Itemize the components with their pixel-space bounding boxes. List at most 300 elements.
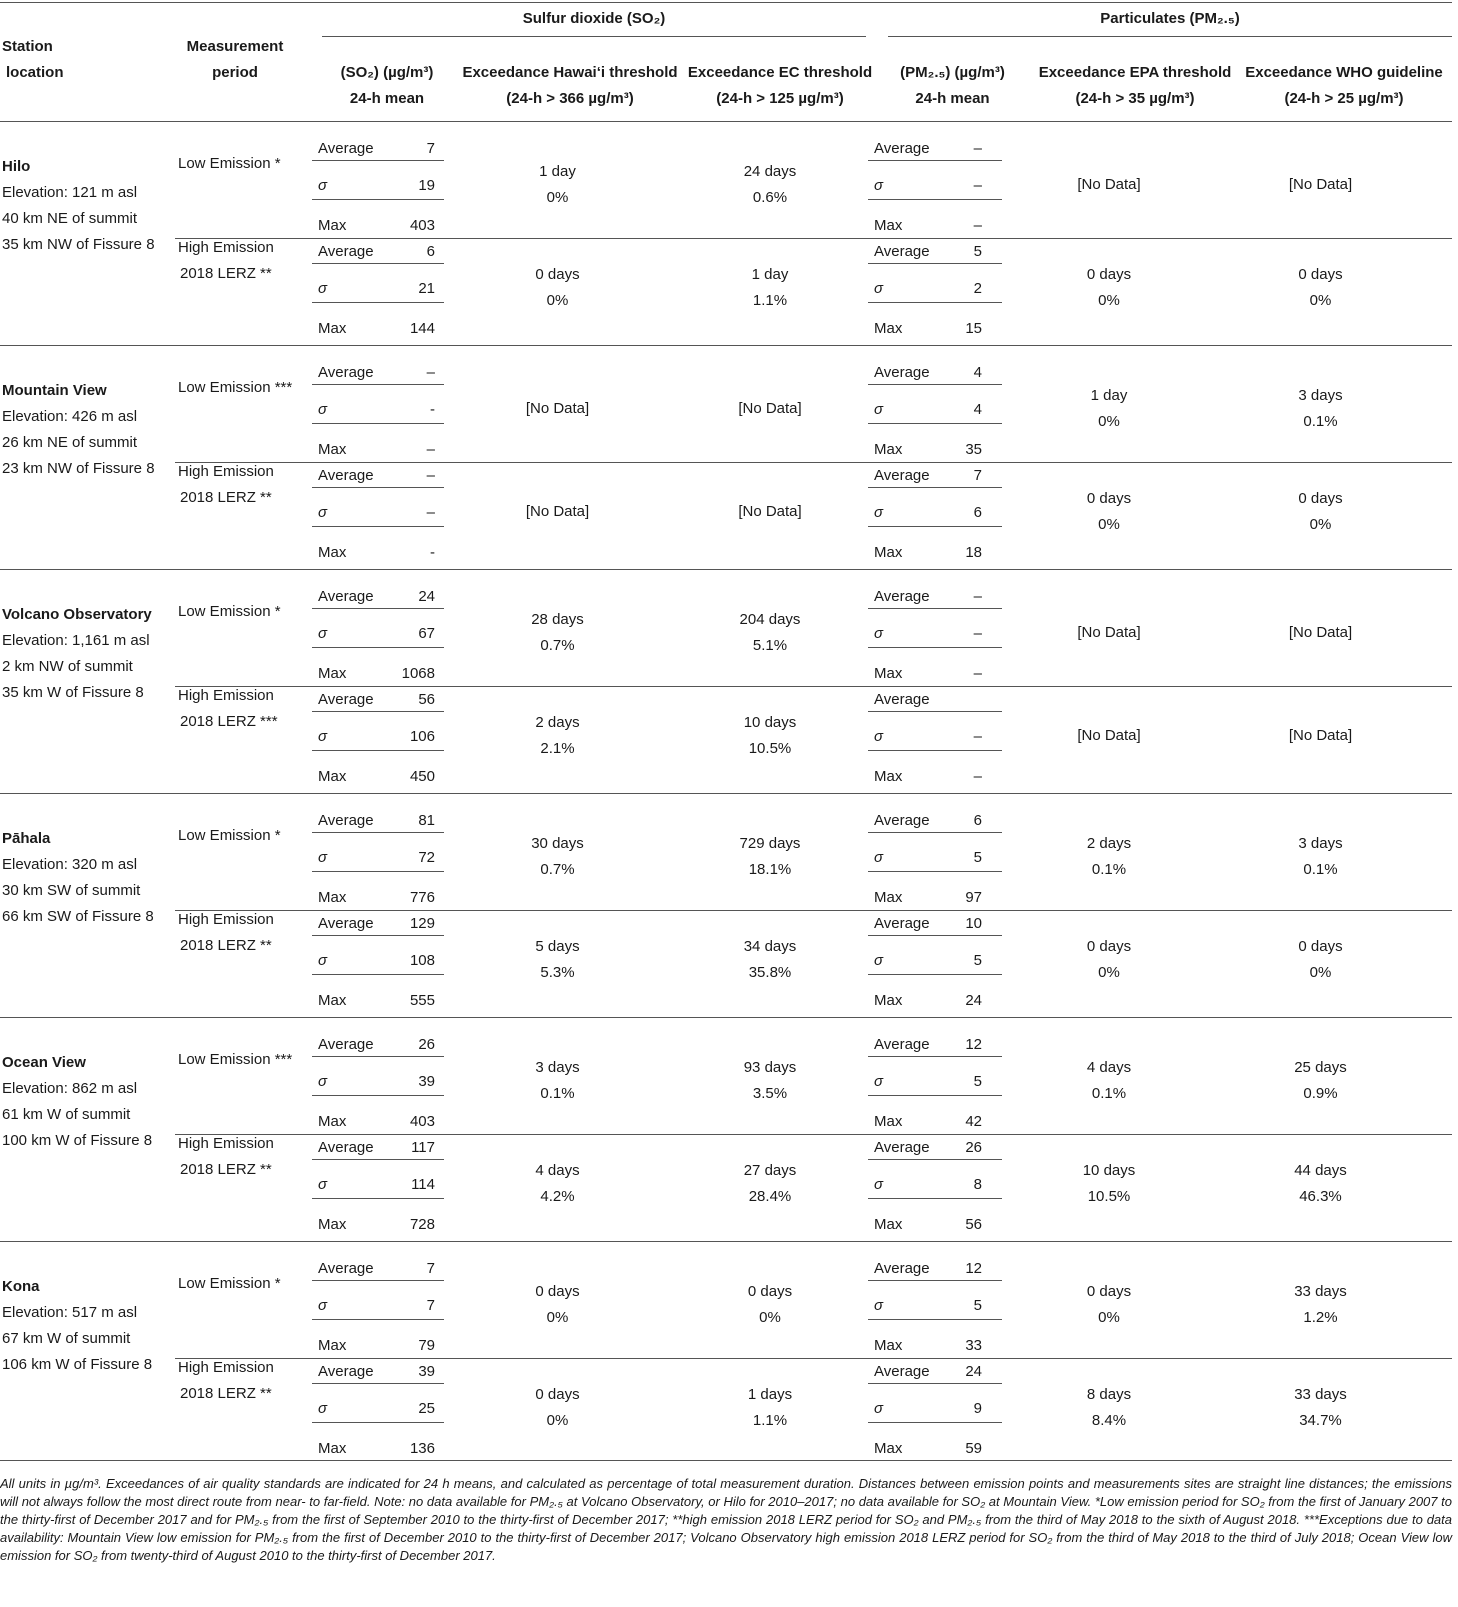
stat-rule — [868, 487, 1002, 488]
pm-stat-value: 10 — [965, 914, 982, 932]
exceedance-hawaii: [No Data] — [525, 502, 590, 520]
so2-stat-value: - — [430, 543, 435, 561]
exceedance-who: 3 days — [1298, 835, 1343, 852]
pm-stat-value: 9 — [973, 1399, 982, 1417]
exceedance-epa-pct: 0.1% — [1091, 1085, 1127, 1102]
so2-stat-value: 26 — [418, 1036, 435, 1053]
stat-rule — [312, 1198, 444, 1199]
pm-stat-label: σ — [874, 1175, 884, 1193]
stat-rule — [312, 302, 444, 303]
stat-rule — [312, 423, 444, 424]
exceedance-ec: 93 days — [743, 1059, 797, 1076]
pm-stat-label: Average — [874, 466, 930, 484]
exceedance-hawaii: 0 days — [535, 1385, 580, 1403]
stat-rule — [868, 1198, 1002, 1199]
measurement-period: High Emission — [178, 238, 274, 256]
station-detail: Elevation: 1,161 m asl — [2, 632, 150, 649]
exceedance-who: 33 days — [1294, 1385, 1347, 1403]
group-rule-so2 — [322, 36, 866, 37]
exceedance-ec: 204 days — [739, 611, 801, 628]
pm-stat-label: Average — [874, 914, 930, 932]
stat-rule — [312, 199, 444, 200]
so2-stat-label: Average — [318, 1138, 374, 1156]
pm-stat-value: 12 — [965, 1260, 982, 1277]
pm-stat-value: – — [973, 177, 982, 194]
exceedance-ec: [No Data] — [738, 502, 802, 520]
exceedance-epa: [No Data] — [1077, 726, 1141, 744]
station-detail: 35 km NW of Fissure 8 — [2, 236, 155, 253]
pm-stat-label: σ — [874, 951, 884, 969]
so2-stat-label: Max — [318, 889, 347, 906]
stat-rule — [868, 832, 1002, 833]
so2-stat-label: Average — [318, 1036, 374, 1053]
exceedance-who: 0 days — [1298, 265, 1343, 283]
exceedance-who: 0 days — [1298, 937, 1343, 955]
exceedance-epa: 0 days — [1086, 265, 1132, 283]
station-name: Mountain View — [2, 382, 107, 399]
pm-stat-label: σ — [874, 849, 884, 866]
so2-stat-label: Average — [318, 364, 374, 381]
pm-stat-label: Max — [874, 543, 903, 561]
so2-stat-label: Average — [318, 242, 374, 260]
exceedance-ec: 34 days — [743, 937, 797, 955]
pm-stat-label: Average — [874, 364, 930, 381]
exceedance-who-pct: 0.1% — [1303, 861, 1338, 878]
pm-stat-value: 5 — [973, 242, 982, 260]
so2-stat-value: – — [426, 364, 435, 381]
so2-stat-label: σ — [318, 503, 328, 521]
stat-rule — [312, 608, 444, 609]
pm-stat-label: Max — [874, 1215, 903, 1233]
exceedance-hawaii-pct: 0% — [546, 1411, 569, 1429]
pm-stat-label: Average — [874, 242, 930, 260]
measurement-period-sub: 2018 LERZ ** — [180, 1384, 272, 1402]
so2-stat-label: Max — [318, 217, 347, 234]
pm-stat-label: Max — [874, 1113, 903, 1130]
stat-rule — [868, 1095, 1002, 1096]
stat-rule — [312, 384, 444, 385]
stat-rule — [868, 160, 1002, 161]
stat-rule — [312, 711, 444, 712]
exceedance-epa: 1 day — [1090, 387, 1128, 404]
header-exc-hawaii: Exceedance Hawai‘i threshold — [462, 64, 678, 81]
station-detail: 66 km SW of Fissure 8 — [2, 908, 154, 925]
station-detail: 61 km W of summit — [2, 1106, 131, 1123]
so2-stat-value: 67 — [418, 625, 435, 642]
exceedance-ec: 24 days — [743, 163, 797, 180]
pm-stat-value: – — [973, 625, 982, 642]
exceedance-ec-pct: 1.1% — [752, 291, 788, 309]
so2-stat-label: Max — [318, 1439, 347, 1457]
so2-stat-label: σ — [318, 1399, 328, 1417]
pm-stat-value: – — [973, 665, 982, 682]
station-name: Hilo — [2, 158, 31, 175]
exceedance-epa-pct: 0.1% — [1091, 861, 1127, 878]
station-detail: Elevation: 426 m asl — [2, 408, 138, 425]
pm-stat-value: 6 — [973, 812, 982, 829]
so2-stat-label: σ — [318, 1073, 328, 1090]
exceedance-epa: 4 days — [1086, 1059, 1132, 1076]
exceedance-epa: [No Data] — [1077, 176, 1141, 193]
group-rule-pm — [888, 36, 1452, 37]
pm-stat-value: 8 — [973, 1175, 982, 1193]
station-name: Kona — [2, 1278, 40, 1295]
pm-stat-value: – — [973, 140, 982, 157]
stat-rule — [312, 1095, 444, 1096]
station-detail: 23 km NW of Fissure 8 — [2, 460, 155, 477]
pm-stat-value: 2 — [973, 279, 982, 297]
exceedance-hawaii-pct: 0% — [546, 1309, 569, 1326]
so2-stat-label: Average — [318, 690, 374, 708]
exceedance-epa-pct: 10.5% — [1087, 1187, 1131, 1205]
group-header-pm: Particulates (PM₂.₅) — [1100, 10, 1240, 27]
so2-stat-value: 56 — [418, 690, 435, 708]
measurement-period-sub: 2018 LERZ ** — [180, 264, 272, 282]
exceedance-ec-pct: 10.5% — [748, 739, 792, 757]
pm-stat-value: 56 — [965, 1215, 982, 1233]
exceedance-who-pct: 0% — [1309, 291, 1332, 309]
pm-stat-label: σ — [874, 727, 884, 745]
stat-rule — [312, 832, 444, 833]
exceedance-hawaii: 1 day — [539, 163, 576, 180]
header-pm-mean-sub: 24-h mean — [915, 90, 990, 107]
stat-rule — [312, 974, 444, 975]
stat-rule — [868, 974, 1002, 975]
so2-stat-label: σ — [318, 727, 328, 745]
pm-stat-value: – — [973, 588, 982, 605]
so2-stat-label: Max — [318, 543, 347, 561]
exceedance-epa: 10 days — [1082, 1161, 1136, 1179]
so2-stat-value: 108 — [409, 951, 435, 969]
so2-stat-label: σ — [318, 1297, 328, 1314]
so2-stat-value: 24 — [418, 588, 435, 605]
period-rule — [175, 1358, 1452, 1359]
exceedance-who: 44 days — [1294, 1161, 1347, 1179]
pm-stat-value: 26 — [965, 1138, 982, 1156]
period-rule — [175, 462, 1452, 463]
stat-rule — [312, 647, 444, 648]
pm-stat-label: Average — [874, 588, 930, 605]
station-detail: 40 km NE of summit — [2, 210, 138, 227]
station-detail: 106 km W of Fissure 8 — [2, 1356, 153, 1373]
station-detail: Elevation: 517 m asl — [2, 1304, 138, 1321]
pm-stat-value: 5 — [973, 1297, 982, 1314]
measurement-period-sub: 2018 LERZ *** — [180, 712, 278, 730]
exceedance-hawaii-pct: 0% — [546, 189, 569, 206]
exceedance-hawaii: 30 days — [531, 835, 584, 852]
pm-stat-value: – — [973, 217, 982, 234]
measurement-period: Low Emission * — [178, 155, 281, 172]
header-station: Station — [2, 38, 53, 55]
so2-stat-value: 7 — [426, 1297, 435, 1314]
pm-stat-value: – — [973, 767, 982, 785]
measurement-period: High Emission — [178, 462, 274, 480]
pm-stat-label: Max — [874, 319, 903, 337]
measurement-period: Low Emission * — [178, 603, 281, 620]
pm-stat-value: 35 — [965, 441, 982, 458]
so2-stat-value: 403 — [409, 1113, 435, 1130]
exceedance-ec-pct: 3.5% — [752, 1085, 788, 1102]
stat-rule — [868, 1319, 1002, 1320]
exceedance-hawaii-pct: 0.1% — [540, 1085, 575, 1102]
stat-rule — [868, 1383, 1002, 1384]
pm-stat-label: σ — [874, 401, 884, 418]
station-name: Ocean View — [2, 1054, 86, 1071]
measurement-period: High Emission — [178, 910, 274, 928]
exceedance-who-pct: 1.2% — [1303, 1309, 1338, 1326]
pm-stat-label: σ — [874, 177, 884, 194]
header-exc-epa-sub: (24-h > 35 µg/m³) — [1075, 90, 1195, 107]
top-rule — [0, 2, 1452, 3]
pm-stat-label: Average — [874, 1362, 930, 1380]
so2-stat-label: Average — [318, 140, 374, 157]
exceedance-epa-pct: 0% — [1098, 413, 1120, 430]
station-detail: 26 km NE of summit — [2, 434, 138, 451]
pm-stat-value: 4 — [973, 364, 982, 381]
so2-stat-label: Max — [318, 767, 347, 785]
station-detail: 30 km SW of summit — [2, 882, 141, 899]
pm-stat-label: σ — [874, 1399, 884, 1417]
table-bottom-rule — [0, 1460, 1452, 1461]
so2-stat-value: 1068 — [401, 665, 435, 682]
stat-rule — [312, 1422, 444, 1423]
exceedance-hawaii: 5 days — [535, 937, 580, 955]
pm-stat-label: Max — [874, 991, 903, 1009]
pm-stat-value: 24 — [965, 991, 982, 1009]
so2-stat-value: – — [426, 466, 435, 484]
exceedance-epa: 0 days — [1086, 489, 1132, 507]
so2-stat-value: 403 — [409, 217, 435, 234]
exceedance-ec: 729 days — [739, 835, 801, 852]
so2-stat-label: Max — [318, 665, 347, 682]
exceedance-hawaii-pct: 2.1% — [540, 739, 575, 757]
so2-stat-value: 19 — [418, 177, 435, 194]
pm-stat-label: σ — [874, 279, 884, 297]
so2-stat-value: 728 — [409, 1215, 435, 1233]
pm-stat-label: σ — [874, 503, 884, 521]
so2-stat-value: – — [426, 503, 435, 521]
so2-stat-value: 144 — [409, 319, 435, 337]
exceedance-ec-pct: 18.1% — [748, 861, 792, 878]
exceedance-ec-pct: 5.1% — [752, 637, 788, 654]
exceedance-ec-pct: 28.4% — [748, 1187, 792, 1205]
measurement-period: Low Emission *** — [178, 379, 293, 396]
stat-rule — [868, 647, 1002, 648]
exceedance-ec-pct: 0% — [759, 1309, 781, 1326]
stat-rule — [868, 935, 1002, 936]
stat-rule — [312, 1383, 444, 1384]
stat-rule — [868, 302, 1002, 303]
so2-stat-label: Max — [318, 1215, 347, 1233]
header-exc-ec: Exceedance EC threshold — [687, 64, 873, 81]
period-rule — [175, 1134, 1452, 1135]
so2-stat-label: Average — [318, 588, 374, 605]
so2-stat-label: σ — [318, 1175, 328, 1193]
pm-stat-label: Max — [874, 1439, 903, 1457]
header-measurement: Measurement — [186, 38, 284, 55]
measurement-period-sub: 2018 LERZ ** — [180, 1160, 272, 1178]
stat-rule — [868, 423, 1002, 424]
pm-stat-label: σ — [874, 1297, 884, 1314]
stat-rule — [868, 711, 1002, 712]
exceedance-ec: 0 days — [747, 1283, 793, 1300]
header-pm-mean: (PM₂.₅) (µg/m³) — [900, 64, 1005, 81]
exceedance-hawaii: 0 days — [535, 265, 580, 283]
exceedance-who-pct: 0.1% — [1303, 413, 1338, 430]
stat-rule — [868, 608, 1002, 609]
so2-stat-label: Average — [318, 1362, 374, 1380]
so2-stat-value: 776 — [409, 889, 435, 906]
so2-stat-value: 129 — [409, 914, 435, 932]
station-detail: Elevation: 121 m asl — [2, 184, 138, 201]
exceedance-ec-pct: 0.6% — [752, 189, 788, 206]
stat-rule — [312, 935, 444, 936]
exceedance-epa: 8 days — [1086, 1385, 1132, 1403]
header-exc-who: Exceedance WHO guideline — [1245, 64, 1443, 81]
so2-stat-value: 81 — [418, 812, 435, 829]
pm-stat-label: Average — [874, 1138, 930, 1156]
measurement-period: Low Emission * — [178, 1275, 281, 1292]
so2-stat-label: σ — [318, 849, 328, 866]
stat-rule — [312, 750, 444, 751]
exceedance-who-pct: 0% — [1309, 963, 1332, 981]
stat-rule — [312, 1056, 444, 1057]
so2-stat-value: 79 — [418, 1337, 435, 1354]
so2-stat-label: Max — [318, 1113, 347, 1130]
period-rule — [175, 686, 1452, 687]
pm-stat-label: Average — [874, 1260, 930, 1277]
pm-stat-value: 6 — [973, 503, 982, 521]
exceedance-hawaii: 28 days — [531, 611, 584, 628]
so2-stat-value: 21 — [418, 279, 435, 297]
exceedance-ec-pct: 1.1% — [752, 1411, 788, 1429]
so2-stat-value: 555 — [409, 991, 435, 1009]
pm-stat-value: 5 — [973, 1073, 982, 1090]
header-exc-who-sub: (24-h > 25 µg/m³) — [1284, 90, 1404, 107]
station-detail: 35 km W of Fissure 8 — [2, 684, 144, 701]
exceedance-epa: 0 days — [1086, 937, 1132, 955]
measurement-period-sub: 2018 LERZ ** — [180, 936, 272, 954]
exceedance-hawaii: 0 days — [535, 1283, 580, 1300]
pm-stat-value: 97 — [965, 889, 982, 906]
stat-rule — [868, 263, 1002, 264]
so2-stat-label: Max — [318, 991, 347, 1009]
station-rule — [0, 345, 1452, 346]
exceedance-who: 33 days — [1294, 1283, 1347, 1300]
exceedance-epa-pct: 0% — [1098, 963, 1120, 981]
measurement-period: Low Emission * — [178, 827, 281, 844]
exceedance-epa-pct: 8.4% — [1091, 1411, 1127, 1429]
measurement-period: High Emission — [178, 1358, 274, 1376]
stat-rule — [868, 199, 1002, 200]
header-exc-hawaii-sub: (24-h > 366 µg/m³) — [506, 90, 634, 107]
exceedance-who-pct: 34.7% — [1299, 1411, 1342, 1429]
stat-rule — [312, 487, 444, 488]
station-rule — [0, 569, 1452, 570]
stat-rule — [312, 526, 444, 527]
stat-rule — [868, 526, 1002, 527]
exceedance-who-pct: 0% — [1309, 515, 1332, 533]
so2-stat-label: σ — [318, 177, 328, 194]
header-so2-mean-sub: 24-h mean — [349, 90, 425, 107]
exceedance-epa: [No Data] — [1077, 624, 1141, 641]
so2-stat-label: Average — [318, 914, 374, 932]
pm-stat-label: σ — [874, 625, 884, 642]
so2-stat-label: Max — [318, 441, 347, 458]
exceedance-ec: 1 day — [751, 265, 789, 283]
so2-stat-label: σ — [318, 279, 328, 297]
header-so2-mean: (SO₂) (µg/m³) — [340, 64, 434, 81]
pm-stat-value: – — [973, 727, 982, 745]
exceedance-who-pct: 0.9% — [1303, 1085, 1338, 1102]
so2-stat-value: 6 — [426, 242, 435, 260]
so2-stat-value: 7 — [426, 140, 435, 157]
stat-rule — [868, 1280, 1002, 1281]
measurement-period: High Emission — [178, 686, 274, 704]
so2-stat-value: – — [426, 441, 435, 458]
pm-stat-value: 12 — [965, 1036, 982, 1053]
stat-rule — [868, 384, 1002, 385]
pm-stat-value: 5 — [973, 951, 982, 969]
exceedance-ec: 10 days — [743, 713, 797, 731]
period-rule — [175, 238, 1452, 239]
stat-rule — [868, 750, 1002, 751]
exceedance-who: 25 days — [1294, 1059, 1347, 1076]
station-name: Volcano Observatory — [2, 606, 152, 623]
stat-rule — [312, 263, 444, 264]
pm-stat-value: 7 — [973, 466, 982, 484]
so2-stat-label: Average — [318, 1260, 374, 1277]
stat-rule — [868, 1056, 1002, 1057]
pm-stat-value: 24 — [965, 1362, 982, 1380]
header-bottom-rule — [0, 121, 1452, 122]
exceedance-who: [No Data] — [1288, 176, 1353, 193]
header-location: location — [6, 64, 64, 81]
station-detail: 67 km W of summit — [2, 1330, 131, 1347]
so2-stat-label: σ — [318, 625, 328, 642]
pm-stat-label: σ — [874, 1073, 884, 1090]
so2-stat-value: 117 — [411, 1138, 435, 1156]
so2-stat-value: 25 — [418, 1399, 435, 1417]
stat-rule — [312, 1319, 444, 1320]
stat-rule — [868, 871, 1002, 872]
so2-stat-value: 39 — [418, 1073, 435, 1090]
station-detail: 2 km NW of summit — [2, 658, 133, 675]
stat-rule — [312, 160, 444, 161]
station-detail: Elevation: 320 m asl — [2, 856, 138, 873]
pm-stat-value: 5 — [973, 849, 982, 866]
exceedance-hawaii: 4 days — [535, 1161, 580, 1179]
exceedance-hawaii: 3 days — [535, 1059, 580, 1076]
header-period: period — [212, 64, 258, 81]
pm-stat-label: Average — [874, 812, 930, 829]
stat-rule — [312, 871, 444, 872]
exceedance-epa: 2 days — [1086, 835, 1132, 852]
pm-stat-value: 59 — [965, 1439, 982, 1457]
so2-stat-label: Average — [318, 466, 374, 484]
pm-stat-label: Max — [874, 665, 903, 682]
station-rule — [0, 1017, 1452, 1018]
exceedance-hawaii: 2 days — [535, 713, 580, 731]
exceedance-hawaii-pct: 4.2% — [540, 1187, 575, 1205]
so2-stat-label: σ — [318, 401, 328, 418]
pm-stat-value: 18 — [965, 543, 982, 561]
exceedance-ec: 1 days — [747, 1385, 793, 1403]
exceedance-ec: [No Data] — [738, 400, 802, 417]
pm-stat-label: Average — [874, 690, 930, 708]
pm-stat-label: Max — [874, 767, 903, 785]
so2-stat-label: Average — [318, 812, 374, 829]
